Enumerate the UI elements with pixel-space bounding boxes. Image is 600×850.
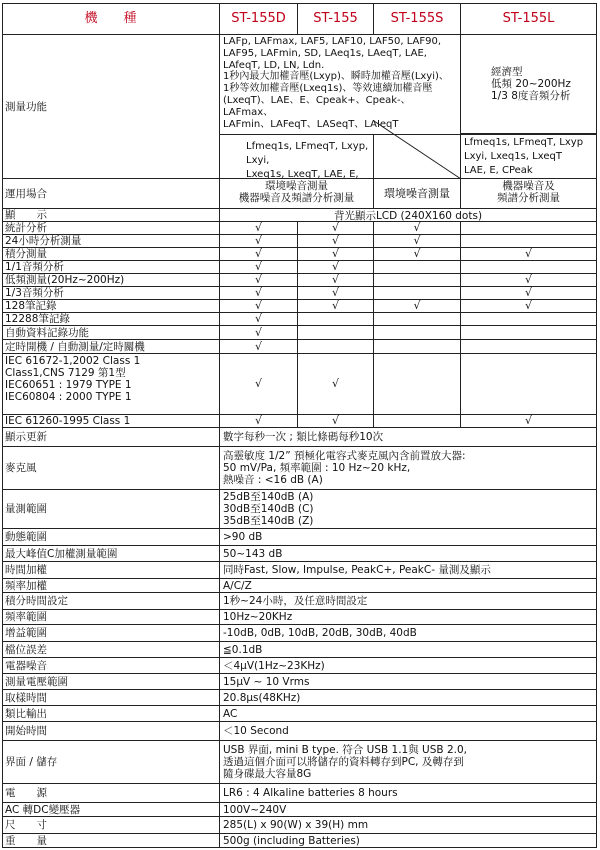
standards2-check-3: √ (461, 415, 597, 428)
feature-label: 24小時分析測量 (2, 235, 220, 248)
check-7-0: √ (220, 313, 298, 326)
measurement-main: LAFp, LAFmax, LAF5, LAF10, LAF50, LAF90, LAF95, LAFmin, SD, LAeq1s, LAeqT, LAE, LAfeqT, LD, LN, Ldn. 1秒內最大加權音壓(Lxyp)、瞬時加權音壓(Lxyi)、 1秒等效加權音壓(Lxeq1s)、等效連續加權音壓 (LxeqT)、LAE、E、Cpeak+、Cpeak-、LAFmax、 LAFmin、LAFeqT、LASeqT、LAIeqT (220, 35, 461, 134)
spec-value: -10dB, 0dB, 10dB, 20dB, 30dB, 40dB (220, 625, 597, 642)
spec-label: 重 量 (2, 834, 220, 848)
check-8-0: √ (220, 326, 298, 340)
check-1-3 (461, 235, 597, 248)
check-3-1: √ (298, 261, 374, 274)
check-9-3 (461, 340, 597, 354)
spec-label: 動態範圍 (2, 529, 220, 546)
check-5-1: √ (298, 287, 374, 300)
feature-label: 定時開機 / 自動測量/定時關機 (2, 340, 220, 354)
standards-check-3 (461, 354, 597, 415)
spec-value: 100V~240V (220, 803, 597, 817)
header-model-1: ST-155 (298, 3, 374, 35)
header-model-0: ST-155D (220, 3, 298, 35)
check-2-0: √ (220, 248, 298, 261)
spec-value: USB 界面, mini B type. 符合 USB 1.1與 USB 2.0, 透過這個介面可以將儲存的資料轉存到PC, 及轉存到 隨身碟最大容量8G (220, 741, 597, 784)
spec-table (2, 3, 597, 848)
check-7-2 (374, 313, 461, 326)
spec-label: 頻率範圍 (2, 610, 220, 625)
spec-value: 高靈敏度 1/2” 預極化電容式麥克風內含前置放大器: 50 mV/Pa, 頻率範圍 : 10 Hz~20 kHz, 熱噪音 : <16 dB (A) (220, 447, 597, 490)
spec-label: 取樣時間 (2, 690, 220, 706)
spec-label: 界面 / 儲存 (2, 741, 220, 784)
check-2-3: √ (461, 248, 597, 261)
spec-value: AC (220, 706, 597, 722)
check-7-3 (461, 313, 597, 326)
standards-check-1: √ (298, 354, 374, 415)
check-6-0: √ (220, 300, 298, 313)
check-0-2: √ (374, 222, 461, 235)
spec-value: 同時Fast, Slow, Impulse, PeakC+, PeakC- 量測及顯示 (220, 562, 597, 579)
spec-label: 頻率加權 (2, 579, 220, 593)
feature-label: 低頻測量(20Hz~200Hz) (2, 274, 220, 287)
check-1-1: √ (298, 235, 374, 248)
check-0-0: √ (220, 222, 298, 235)
feature-label: 積分測量 (2, 248, 220, 261)
feature-label: 12288筆記錄 (2, 313, 220, 326)
spec-value: 10Hz~20KHz (220, 610, 597, 625)
usage-l: 機器噪音及 頻譜分析測量 (461, 179, 597, 209)
check-3-0: √ (220, 261, 298, 274)
spec-value: 50~143 dB (220, 546, 597, 562)
check-4-2 (374, 274, 461, 287)
spec-label: 增益範圍 (2, 625, 220, 642)
check-5-2 (374, 287, 461, 300)
feature-label: 自動資料記錄功能 (2, 326, 220, 340)
spec-value: 285(L) x 90(W) x 39(H) mm (220, 817, 597, 834)
spec-value: 1秒~24小時，及任意時間設定 (220, 593, 597, 610)
check-1-0: √ (220, 235, 298, 248)
spec-label: AC 轉DC變壓器 (2, 803, 220, 817)
usage-label: 運用場合 (2, 179, 220, 209)
spec-label: 最大峰值C加權測量範圍 (2, 546, 220, 562)
check-6-3: √ (461, 300, 597, 313)
spec-value: 500g (including Batteries) (220, 834, 597, 848)
check-0-3 (461, 222, 597, 235)
spec-value: ＜4μV(1Hz~23KHz) (220, 658, 597, 674)
check-0-1: √ (298, 222, 374, 235)
display-value: 背光顯示LCD (240X160 dots) (220, 209, 597, 222)
check-6-1: √ (298, 300, 374, 313)
check-2-2: √ (374, 248, 461, 261)
check-8-3 (461, 326, 597, 340)
spec-value: A/C/Z (220, 579, 597, 593)
check-4-0: √ (220, 274, 298, 287)
standards-check-2 (374, 354, 461, 415)
standards-label2: IEC 61260-1995 Class 1 (2, 415, 220, 428)
check-8-1 (298, 326, 374, 340)
feature-label: 128筆記錄 (2, 300, 220, 313)
check-9-2 (374, 340, 461, 354)
spec-value: 25dB至140dB (A) 30dB至140dB (C) 35dB至140dB (Z) (220, 490, 597, 529)
check-4-3: √ (461, 274, 597, 287)
spec-value: LR6 : 4 Alkaline batteries 8 hours (220, 784, 597, 803)
feature-label: 統計分析 (2, 222, 220, 235)
display-label: 顯 示 (2, 209, 220, 222)
spec-value: 15μV ~ 10 Vrms (220, 674, 597, 690)
spec-value: >90 dB (220, 529, 597, 546)
check-7-1 (298, 313, 374, 326)
spec-label: 量測範圍 (2, 490, 220, 529)
standards2-check-0: √ (220, 415, 298, 428)
spec-label: 時間加權 (2, 562, 220, 579)
feature-label: 1/3音頻分析 (2, 287, 220, 300)
standards-label: IEC 61672-1,2002 Class 1 Class1,CNS 7129 第1型 IEC60651 : 1979 TYPE 1 IEC60804 : 2000 TYPE 1 (2, 354, 220, 415)
check-3-2 (374, 261, 461, 274)
spec-label: 測量電壓範圍 (2, 674, 220, 690)
check-3-3 (461, 261, 597, 274)
standards2-check-1: √ (298, 415, 374, 428)
measurement-l-summary: 經濟型 低頻 20~200Hz 1/3 8度音頻分析 (461, 35, 597, 134)
measurement-l-detail: Lfmeq1s, LFmeqT, Lxyp Lxyi, Lxeq1s, LxeqT LAE, E, CPeak (461, 134, 597, 179)
spec-value: 20.8μs(48KHz) (220, 690, 597, 706)
spec-value: ≦0.1dB (220, 642, 597, 658)
feature-label: 1/1音頻分析 (2, 261, 220, 274)
check-5-3: √ (461, 287, 597, 300)
usage-d-and-155: 環境噪音測量 機器噪音及頻譜分析測量 (220, 179, 374, 209)
check-6-2: √ (374, 300, 461, 313)
header-model-2: ST-155S (374, 3, 461, 35)
spec-label: 尺 寸 (2, 817, 220, 834)
spec-label: 電 源 (2, 784, 220, 803)
spec-label: 開始時間 (2, 722, 220, 741)
spec-value: 數字每秒一次 ; 類比條碼每秒10次 (220, 428, 597, 447)
spec-label: 顯示更新 (2, 428, 220, 447)
spec-label: 類比輸出 (2, 706, 220, 722)
measurement-sub: Lfmeq1s, LFmeqT, Lxyp, Lxyi, Lxeq1s, LxeqT, LAE, E, (220, 134, 374, 179)
check-8-2 (374, 326, 461, 340)
spec-value: ＜10 Second (220, 722, 597, 741)
measurement-label: 測量功能 (2, 35, 220, 179)
check-9-0: √ (220, 340, 298, 354)
standards2-check-2 (374, 415, 461, 428)
check-1-2: √ (374, 235, 461, 248)
header-model-label: 機 種 (2, 3, 220, 35)
check-4-1: √ (298, 274, 374, 287)
check-9-1 (298, 340, 374, 354)
header-model-3: ST-155L (461, 3, 597, 35)
usage-s: 環境噪音測量 (374, 179, 461, 209)
spec-label: 積分時間設定 (2, 593, 220, 610)
standards-check-0: √ (220, 354, 298, 415)
spec-label: 檔位誤差 (2, 642, 220, 658)
check-5-0: √ (220, 287, 298, 300)
spec-label: 麥克風 (2, 447, 220, 490)
spec-label: 電器噪音 (2, 658, 220, 674)
check-2-1: √ (298, 248, 374, 261)
diagonal-stroke (374, 121, 461, 179)
